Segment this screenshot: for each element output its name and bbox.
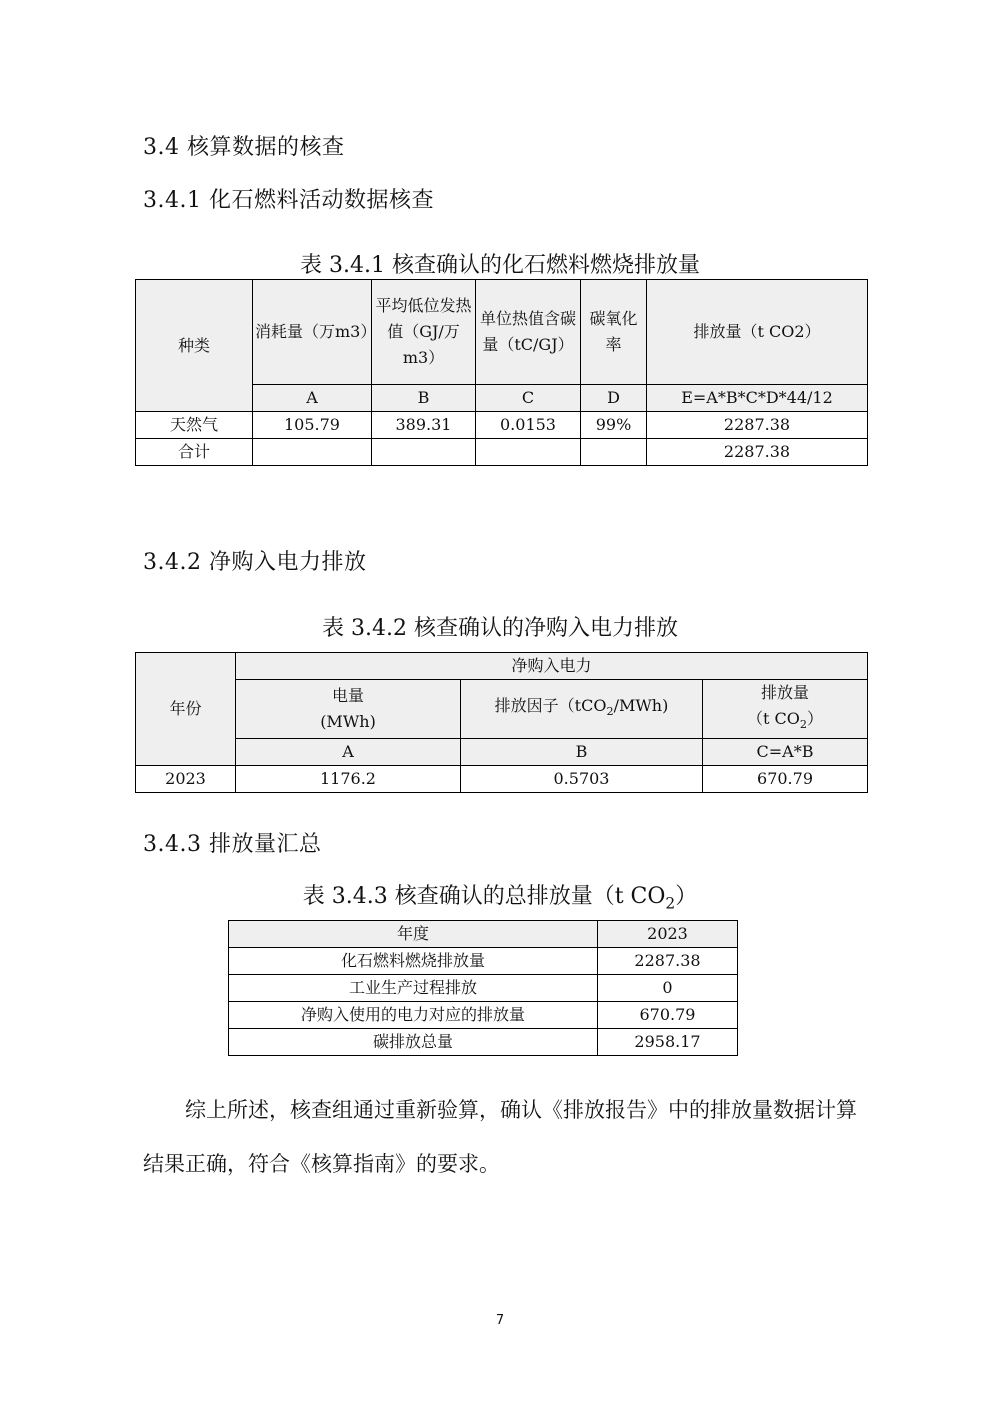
cell-value [476,439,581,466]
cell-value: 389.31 [372,412,476,439]
col-header-year: 2023 [598,921,738,948]
cell-label: 工业生产过程排放 [229,975,598,1002]
col-letter: C=A*B [703,739,868,766]
cell-value: 0.5703 [461,766,703,793]
col-header-emissions [703,680,868,739]
table-row [229,1002,738,1029]
subscript: 2 [799,718,808,732]
col-letter: B [461,739,703,766]
total-emissions-table [228,920,738,1056]
conclusion-text: 综上所述，核查组通过重新验算，确认《排放报告》中的排放量数据计算结果正确，符合《核算指南》的要求。 [143,1098,857,1176]
electricity-label: 电量 [331,686,364,706]
col-header-type: 种类 [136,280,253,412]
cell-type: 合计 [136,439,253,466]
cell-type: 天然气 [136,412,253,439]
cell-value: 670.79 [703,766,868,793]
purchased-electricity-table [135,652,868,793]
emissions-label: 排放量 [761,683,810,702]
cell-value: 2958.17 [598,1029,738,1056]
col-letter: E=A*B*C*D*44/12 [647,385,868,412]
table3-caption [0,879,1000,912]
page-number: 7 [495,1313,505,1328]
electricity-unit: (MWh) [320,712,376,732]
cell-value: 0 [598,975,738,1002]
col-letter: A [253,385,372,412]
fossil-fuel-emissions-table [135,279,868,466]
cell-value: 2287.38 [647,412,868,439]
subscript: 2 [606,705,614,719]
cell-value: 105.79 [253,412,372,439]
table-row [136,766,868,793]
caption-close: ） [675,884,698,909]
cell-label: 净购入使用的电力对应的排放量 [229,1002,598,1029]
cell-value: 1176.2 [236,766,461,793]
cell-value: 2287.38 [647,439,868,466]
section-heading-3-4: 3.4 核算数据的核查 [143,135,345,160]
emission-factor-unit: /MWh) [613,696,669,715]
table1-caption: 表 3.4.1 核查确认的化石燃料燃烧排放量 [300,253,700,278]
col-letter: B [372,385,476,412]
col-header-electricity [236,680,461,739]
emission-factor-label: 排放因子（tCO [494,696,607,715]
col-letter: D [581,385,647,412]
col-header-emissions: 排放量（t CO2） [647,280,868,385]
col-header-emission-factor [461,680,703,739]
table-row [136,412,868,439]
section-heading-3-4-3: 3.4.3 排放量汇总 [143,832,322,857]
cell-year: 2023 [136,766,236,793]
emissions-unit-close: ） [807,709,824,728]
cell-value: 670.79 [598,1002,738,1029]
conclusion-paragraph [143,1083,863,1191]
cell-value [372,439,476,466]
col-header-item: 年度 [229,921,598,948]
table-row [229,975,738,1002]
group-header-purchased-electricity: 净购入电力 [236,653,868,680]
table-row [229,1029,738,1056]
section-heading-3-4-1: 3.4.1 化石燃料活动数据核查 [143,188,434,213]
table-row [229,948,738,975]
section-heading-3-4-2: 3.4.2 净购入电力排放 [143,550,367,575]
col-letter: A [236,739,461,766]
table2-caption: 表 3.4.2 核查确认的净购入电力排放 [322,616,678,641]
col-letter: C [476,385,581,412]
cell-value [581,439,647,466]
cell-value: 2287.38 [598,948,738,975]
caption-text: 表 3.4.3 核查确认的总排放量（t CO [302,884,666,909]
table-row [136,439,868,466]
col-header-calorific-value: 平均低位发热值（GJ/万m3） [372,280,476,385]
col-header-year: 年份 [136,653,236,766]
subscript: 2 [665,894,676,913]
col-header-oxidation-rate: 碳氧化率 [581,280,647,385]
cell-label: 化石燃料燃烧排放量 [229,948,598,975]
col-header-consumption: 消耗量（万m3） [253,280,372,385]
cell-value: 99% [581,412,647,439]
cell-label: 碳排放总量 [229,1029,598,1056]
cell-value [253,439,372,466]
emissions-unit: （t CO [747,709,800,728]
cell-value: 0.0153 [476,412,581,439]
col-header-carbon-content: 单位热值含碳量（tC/GJ） [476,280,581,385]
